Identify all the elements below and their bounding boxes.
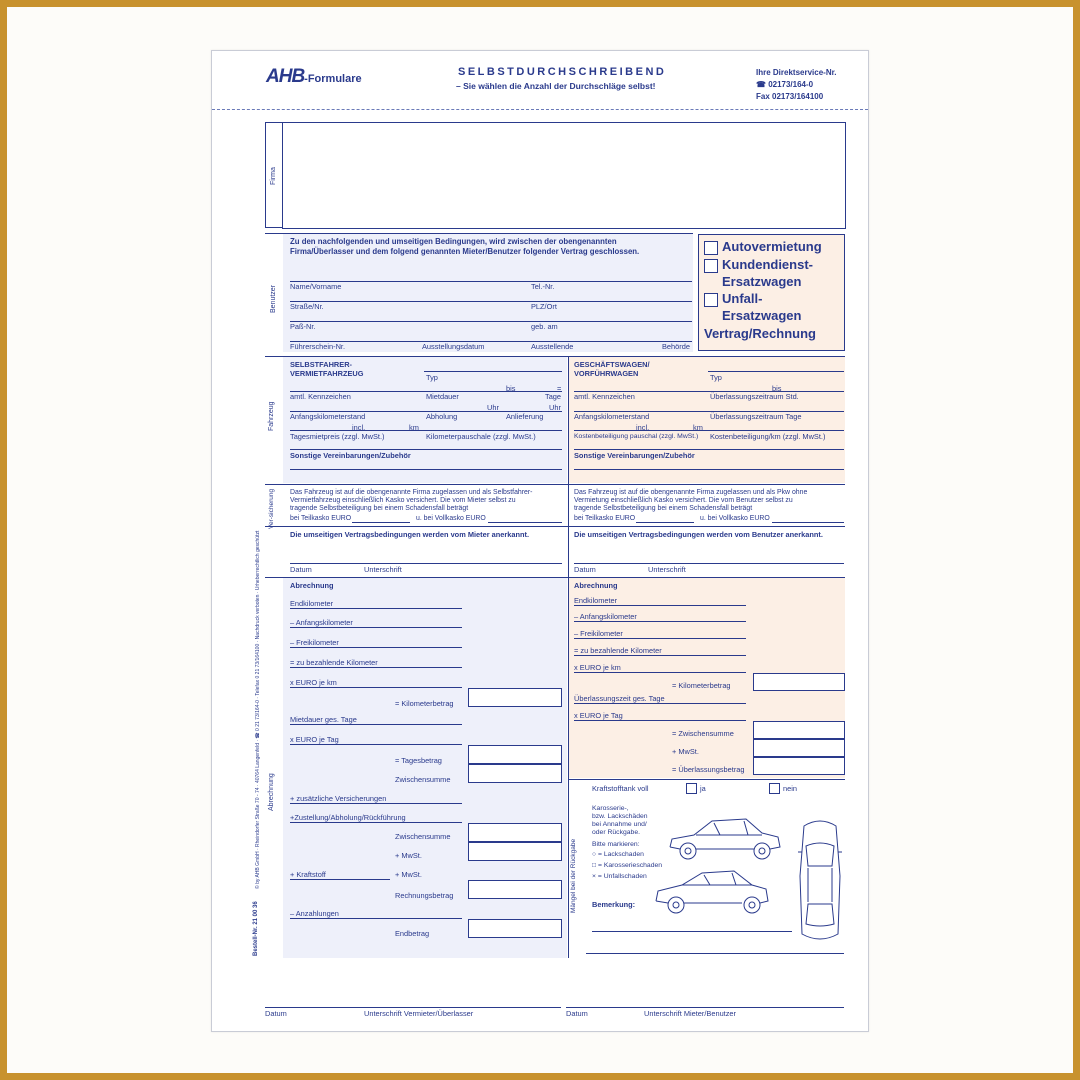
label-abrechnung: Abrechnung [268, 773, 275, 811]
return-top-line [569, 779, 845, 780]
bl-item-14: + Kraftstoff [290, 870, 326, 879]
billing-right-title: Abrechnung [574, 581, 618, 590]
option-vertrag-rechnung: Vertrag/Rechnung [704, 326, 816, 341]
br-line-4[interactable] [574, 672, 746, 673]
vl-pickup: Abholung [426, 412, 458, 421]
vr-line-4[interactable] [574, 430, 844, 431]
header-subtitle: – Sie wählen die Anzahl der Durchschläge selbst! [456, 81, 656, 91]
damage-mark: Bitte markieren: [592, 841, 640, 848]
bl-item-11: +Zustellung/Abholung/Rückführung [290, 813, 406, 822]
fuel-no-label: nein [783, 784, 797, 793]
br-line-0[interactable] [574, 605, 746, 606]
label-maengel: Mängel bei der Rückgabe [570, 838, 577, 913]
vl-line-1[interactable] [424, 371, 562, 372]
label-issuer: Ausstellende [531, 342, 574, 351]
option-unfall-2: Ersatzwagen [722, 308, 802, 323]
label-born: geb. am [531, 322, 558, 331]
firma-top-line [265, 122, 283, 123]
bl-line-14[interactable] [290, 879, 390, 880]
vl-eq: = [557, 384, 562, 393]
bl-item-0: Endkilometer [290, 599, 334, 608]
vl-incl: incl. [352, 423, 366, 432]
bl-item-8: = Tagesbetrag [395, 756, 442, 765]
bl-line-4[interactable] [290, 687, 462, 688]
label-fahrzeug: Fahrzeug [268, 401, 275, 431]
ins-left-2: Vermietfahrzeug einschließlich Kasko versichert. Die vom Mieter selbst zu [290, 497, 516, 504]
remarks-line-2[interactable] [586, 953, 844, 954]
logo-suffix: -Formulare [304, 73, 362, 85]
vr-start-km: Anfangskilometerstand [574, 412, 650, 421]
bl-item-15: + MwSt. [395, 870, 422, 879]
bl-item-10: + zusätzliche Versicherungen [290, 794, 387, 803]
label-versicherung: Ver-sicherung [268, 488, 275, 529]
fuel-label: Kraftstofftank voll [592, 784, 649, 793]
br-line-2[interactable] [574, 638, 746, 639]
bl-item-17: – Anzahlungen [290, 909, 339, 918]
accept-right-sign: Unterschrift [648, 565, 686, 574]
accept-left-datum: Datum [290, 565, 312, 574]
logo-mark: AHB [266, 66, 305, 87]
vl-delivery: Anlieferung [506, 412, 544, 421]
br-item-9: + MwSt. [672, 747, 699, 756]
footer-datum-left: Datum [265, 1009, 287, 1018]
vl-km: km [409, 423, 419, 432]
car-side-view-2-icon[interactable] [652, 863, 772, 921]
br-item-5: = Kilometerbetrag [672, 681, 731, 690]
ins-right-line-a[interactable] [636, 522, 694, 523]
footer-sign-right: Unterschrift Mieter/Benutzer [644, 1009, 737, 1018]
ins-right-3: tragende Selbstbeteiligung bei einem Schadensfall beträgt [574, 505, 753, 512]
damage-text-1: Karosserie-, [592, 805, 629, 812]
footer-line-left[interactable] [265, 1007, 561, 1008]
bl-line-11[interactable] [290, 822, 462, 823]
legend-unfall: × = Unfallschaden [592, 873, 647, 880]
accept-left-sign-line[interactable] [290, 563, 562, 564]
bl-item-9: Zwischensumme [395, 775, 451, 784]
vl-uhr-1: Uhr [487, 403, 499, 412]
ins-right-4b: u. bei Vollkasko EURO [700, 515, 770, 522]
copyright-text: © by AHB GmbH · Rheindorfer Straße 70 - 74 · 40764 Langenfeld · ☎ 0 21 73/164-0 · Telefax 0 21 73/164100 · Nachdruck verboten · Urheberrechtlich geschützt [255, 530, 261, 889]
label-tel: Tel.-Nr. [531, 282, 555, 291]
br-item-2: – Freikilometer [574, 629, 623, 638]
bl-line-3[interactable] [290, 667, 462, 668]
bl-item-5: = Kilometerbetrag [395, 699, 454, 708]
vr-plate: amtl. Kennzeichen [574, 392, 635, 401]
br-line-6[interactable] [574, 703, 746, 704]
firma-divider [265, 122, 266, 227]
accept-left: Die umseitigen Vertragsbedingungen werden vom Mieter anerkannt. [290, 530, 530, 539]
bl-box-rechnungsbetrag[interactable] [468, 880, 562, 899]
ins-left-3: tragende Selbstbeteiligung bei einem Schadensfall beträgt [290, 505, 469, 512]
remarks-line-1[interactable] [592, 931, 792, 932]
vr-bis: bis [772, 384, 782, 393]
bl-box-zwischensumme-2[interactable] [468, 823, 562, 842]
service-phone: ☎ 02173/164-0 [756, 80, 814, 89]
vl-uhr-2: Uhr [549, 403, 561, 412]
line-license[interactable] [290, 341, 692, 342]
bl-item-1: – Anfangskilometer [290, 618, 353, 627]
header-title: SELBSTDURCHSCHREIBEND [458, 66, 667, 78]
firma-box [282, 122, 846, 229]
ins-left-line-a[interactable] [352, 522, 410, 523]
vr-period-days: Überlassungszeitraum Tage [710, 412, 802, 421]
br-line-7[interactable] [574, 720, 746, 721]
checkbox-kundendienst[interactable] [704, 259, 718, 273]
bl-line-1[interactable] [290, 627, 462, 628]
legend-karosserie: □ = Karosserieschaden [592, 862, 663, 869]
bl-item-16: Rechnungsbetrag [395, 891, 454, 900]
vr-cost-km: Kostenbeteiligung/km (zzgl. MwSt.) [710, 432, 826, 441]
vl-days: Tage [545, 392, 562, 401]
ins-left-1: Das Fahrzeug ist auf die obengenannte Firma zugelassen und als Selbstfahrer- [290, 489, 533, 496]
bl-box-endbetrag[interactable] [468, 919, 562, 938]
vl-duration: Mietdauer [426, 392, 459, 401]
bl-box-zwischensumme-1[interactable] [468, 764, 562, 783]
checkbox-unfall[interactable] [704, 293, 718, 307]
vehicle-left-title-2: VERMIETFAHRZEUG [290, 369, 364, 378]
br-item-3: = zu bezahlende Kilometer [574, 646, 662, 655]
vl-start-km: Anfangskilometerstand [290, 412, 366, 421]
footer-sign-left: Unterschrift Vermieter/Überlasser [364, 1009, 474, 1018]
accept-right: Die umseitigen Vertragsbedingungen werden vom Benutzer anerkannt. [574, 530, 823, 539]
label-street: Straße/Nr. [290, 302, 324, 311]
ins-left-line-b[interactable] [488, 522, 562, 523]
bl-item-13: + MwSt. [395, 851, 422, 860]
vr-period-std: Überlassungszeitraum Std. [710, 392, 799, 401]
ahb-logo [266, 66, 362, 88]
fuel-yes-label: ja [700, 784, 706, 793]
vl-typ: Typ [426, 373, 438, 382]
vr-km: km [693, 423, 703, 432]
label-benutzer: Benutzer [270, 284, 277, 313]
contract-intro-1: Zu den nachfolgenden und umseitigen Bedingungen, wird zwischen der obengenannten [290, 237, 617, 246]
ins-right-1: Das Fahrzeug ist auf die obengenannte Firma zugelassen und als Pkw ohne [574, 489, 808, 496]
vr-line-1[interactable] [708, 371, 844, 372]
vl-plate: amtl. Kennzeichen [290, 392, 351, 401]
br-item-4: x EURO je km [574, 663, 621, 672]
br-item-7: x EURO je Tag [574, 711, 623, 720]
vr-other: Sonstige Vereinbarungen/Zubehör [574, 451, 695, 460]
bl-box-mwst-1[interactable] [468, 842, 562, 861]
option-kundendienst-2: Ersatzwagen [722, 274, 802, 289]
footer-line-right[interactable] [566, 1007, 844, 1008]
br-item-0: Endkilometer [574, 596, 618, 605]
firma-bottom-line [265, 227, 283, 228]
insurance-top-line [265, 484, 845, 485]
bl-line-6[interactable] [290, 724, 462, 725]
perforation-line [212, 109, 868, 110]
bl-line-7[interactable] [290, 744, 462, 745]
ins-right-line-b[interactable] [772, 522, 844, 523]
footer-datum-right: Datum [566, 1009, 588, 1018]
vl-other: Sonstige Vereinbarungen/Zubehör [290, 451, 411, 460]
vl-bis: bis [506, 384, 516, 393]
bl-item-12: Zwischensumme [395, 832, 451, 841]
br-item-10: = Überlassungsbetrag [672, 765, 745, 774]
br-item-1: – Anfangskilometer [574, 612, 637, 621]
vehicle-left-title-1: SELBSTFAHRER- [290, 360, 353, 369]
order-number: Bestell-Nr. 21 00 36 [253, 901, 259, 956]
bl-line-0[interactable] [290, 608, 462, 609]
ins-left-4b: u. bei Vollkasko EURO [416, 515, 486, 522]
vl-day-price: Tagesmietpreis (zzgl. MwSt.) [290, 432, 385, 441]
label-license: Führerschein-Nr. [290, 342, 346, 351]
vr-line-5[interactable] [574, 449, 844, 450]
vl-line-4[interactable] [290, 430, 562, 431]
option-autovermietung[interactable]: Autovermietung [704, 239, 822, 255]
vr-cost-flat: Kostenbeteiligung pauschal (zzgl. MwSt.) [574, 433, 699, 440]
car-side-view-icon[interactable] [666, 811, 784, 866]
bl-line-10[interactable] [290, 803, 462, 804]
accept-right-sign-line[interactable] [574, 563, 844, 564]
bl-box-tagesbetrag[interactable] [468, 745, 562, 764]
label-firma: Firma [270, 167, 277, 185]
vehicle-right-title-1: GESCHÄFTSWAGEN/ [574, 360, 650, 369]
line-name[interactable] [290, 281, 692, 282]
br-box-ueberlassungsbetrag[interactable] [753, 757, 845, 775]
bl-item-2: – Freikilometer [290, 638, 339, 647]
ins-left-4a: bei Teilkasko EURO [290, 515, 352, 522]
br-box-kilometerbetrag[interactable] [753, 673, 845, 691]
br-item-8: = Zwischensumme [672, 729, 734, 738]
bl-item-4: x EURO je km [290, 678, 337, 687]
bl-line-2[interactable] [290, 647, 462, 648]
damage-text-2: bzw. Lackschäden [592, 813, 648, 820]
car-top-view-icon[interactable] [794, 816, 846, 946]
ins-right-2: Vermietung einschließlich Kasko versichert. Die vom Benutzer selbst zu [574, 497, 793, 504]
vl-line-5[interactable] [290, 449, 562, 450]
vl-km-flat: Kilometerpauschale (zzgl. MwSt.) [426, 432, 536, 441]
br-box-mwst[interactable] [753, 739, 845, 757]
bl-item-18: Endbetrag [395, 929, 430, 938]
remarks-label: Bemerkung: [592, 900, 636, 909]
acceptance-top-line [265, 526, 845, 527]
vr-line-6[interactable] [574, 469, 844, 470]
bl-item-6: Mietdauer ges. Tage [290, 715, 357, 724]
option-unfall[interactable]: Unfall- [704, 291, 762, 307]
fuel-no-checkbox[interactable] [769, 783, 780, 794]
label-pass: Paß-Nr. [290, 322, 316, 331]
contract-intro-2: Firma/Überlasser und dem folgend genannten Mieter/Benutzer folgender Vertrag geschlossen. [290, 247, 640, 256]
label-authority: Behörde [662, 342, 690, 351]
fuel-yes-checkbox[interactable] [686, 783, 697, 794]
bl-item-3: = zu bezahlende Kilometer [290, 658, 378, 667]
bl-item-7: x EURO je Tag [290, 735, 339, 744]
br-line-3[interactable] [574, 655, 746, 656]
vehicle-right-title-2: VORFÜHRWAGEN [574, 369, 639, 378]
ins-right-4a: bei Teilkasko EURO [574, 515, 636, 522]
bl-line-17[interactable] [290, 918, 462, 919]
label-plz: PLZ/Ort [531, 302, 557, 311]
service-label: Ihre Direktservice-Nr. [756, 68, 837, 77]
br-box-zwischensumme[interactable] [753, 721, 845, 739]
accept-right-datum: Datum [574, 565, 596, 574]
checkbox-autovermietung[interactable] [704, 241, 718, 255]
line-pass[interactable] [290, 321, 692, 322]
damage-text-3: bei Annahme und/ [592, 821, 647, 828]
form-sheet [211, 50, 869, 1032]
service-fax: Fax 02173/164100 [756, 92, 824, 101]
damage-text-4: oder Rückgabe. [592, 829, 640, 836]
br-item-6: Überlassungszeit ges. Tage [574, 694, 665, 703]
vl-line-6[interactable] [290, 469, 562, 470]
label-name: Name/Vorname [290, 282, 342, 291]
option-kundendienst[interactable]: Kundendienst- [704, 257, 813, 273]
label-issue-date: Ausstellungsdatum [422, 342, 485, 351]
vr-typ: Typ [710, 373, 722, 382]
bl-box-kilometerbetrag[interactable] [468, 688, 562, 707]
billing-left-title: Abrechnung [290, 581, 334, 590]
legend-lack: ○ = Lackschaden [592, 851, 644, 858]
accept-left-sign: Unterschrift [364, 565, 402, 574]
vr-incl: incl. [636, 423, 650, 432]
user-top-line [265, 233, 693, 234]
br-line-1[interactable] [574, 621, 746, 622]
line-street[interactable] [290, 301, 692, 302]
